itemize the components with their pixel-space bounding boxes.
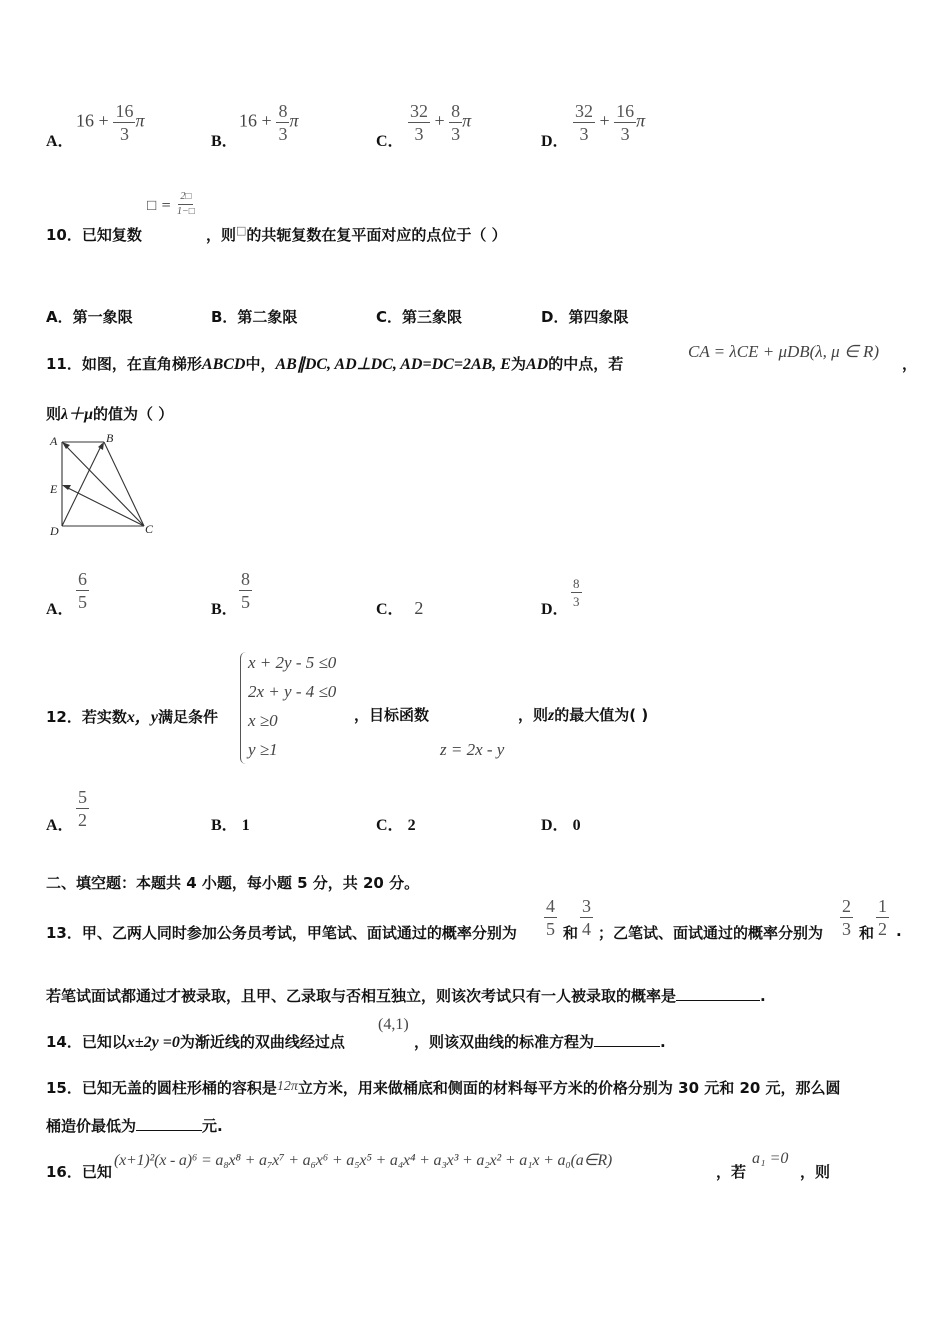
trapezoid-figure [44,430,164,542]
fraction: $\frac{8}{3}$ [573,576,580,609]
system-brace [240,652,247,764]
section-heading: 二、填空题：本题共 4 小题，每小题 5 分，共 20 分。 [46,874,420,892]
pi-symbol: π [289,110,299,131]
label-d: D [50,524,59,538]
vector-ca [64,444,144,526]
stem-text: 桶造价最低为 [46,1117,137,1135]
answer-blank[interactable] [676,986,760,1001]
label-e: E [50,482,58,496]
stem-text: 甲、乙两人同时参加公务员考试，甲笔试、面试通过的概率分别为 [81,924,517,942]
placeholder-box: □ [236,224,247,237]
q13-frac-1: $\frac{4}{5}$ [546,896,555,939]
q10-option-b[interactable]: B．第二象限 [211,308,298,326]
q16-stem-2: ，若 [716,1163,747,1181]
q13-frac-3: $\frac{2}{3}$ [842,896,851,939]
option-label: D． [541,133,569,150]
stem-text: 的最大值为( ) [554,706,649,724]
q10-formula [146,192,197,217]
volume-value: 12π [276,1079,298,1094]
q13-frac-2: $\frac{3}{4}$ [582,896,591,939]
q12-cond-1: x + 2y - 5 ≤0 [248,653,337,672]
q10-option-d[interactable]: D．第四象限 [541,308,629,326]
q13-stem [46,922,517,943]
answer-blank[interactable] [136,1116,202,1131]
stem-text: 元. [202,1117,223,1135]
stem-text: 如图，在直角梯形 [81,355,202,373]
q14-stem-2 [414,1031,666,1052]
arrow-b [98,442,104,450]
option-label: C． [376,601,404,618]
q11-comma: ， [902,355,918,373]
stem-text: 为渐近线的双曲线经过点 [179,1033,345,1051]
option-label: B． [211,601,238,618]
stem-text: 已知无盖的圆柱形桶的容积是 [81,1079,277,1097]
question-number: 12． [46,708,82,726]
stem-text: ，则该双曲线的标准方程为 [414,1033,595,1051]
option-value: 1 [241,817,250,834]
q10-option-c[interactable]: C．第三象限 [376,308,463,326]
q10-stem [46,224,142,245]
segment-bc [104,442,144,526]
stem-text: ，则 [206,226,237,244]
stem-text: 中， [245,355,276,373]
option-label: B． [211,817,238,834]
equation: x±2y =0 [126,1034,180,1051]
q11-option-c[interactable] [376,596,423,619]
q16-stem-3: ，则 [800,1163,831,1181]
question-number: 16． [46,1163,82,1181]
fraction: $\frac{32}{3}$ [575,101,593,144]
q14-stem [46,1031,345,1052]
pi-symbol: π [462,110,472,131]
option-value: 2 [407,817,416,834]
q13-and-1: 和 [563,924,579,942]
q11-line2 [46,401,173,424]
stem-text: ，则 [518,706,549,724]
question-number: 13． [46,924,82,942]
q12-objective: z = 2x - y [440,740,505,759]
answer-blank[interactable] [594,1032,660,1047]
label-c: C [145,522,154,536]
stem-text: 的中点，若 [548,355,624,373]
q15-line2 [46,1115,223,1136]
stem-text: . [760,987,766,1005]
fraction: $\frac{16}{3}$ [115,101,134,144]
option-label: A． [46,133,74,150]
option-label: A． [46,817,74,834]
stem-text: 已知 [81,1163,112,1181]
segment-name: AD [525,356,549,373]
option-label: B． [211,133,238,150]
question-number: 14． [46,1033,82,1051]
q12-option-d[interactable] [541,812,581,835]
variables: x，y [126,709,158,726]
expression: λ＋μ [61,406,94,423]
q12-cond-4: y ≥1 [248,740,278,759]
fraction: $\frac{6}{5}$ [78,569,87,612]
q16-condition: a₁ =0 [752,1150,789,1167]
stem-text: . [660,1033,666,1051]
q16-formula: (x+1)²(x - a)⁶ = a₈x⁸ + a₇x⁷ + a₆x⁶ + a₅x⁵ + a₄x⁴ + a₃x³ + a₂x² + a₁x + a₀(a∈R) [114,1152,613,1169]
stem-text: 的值为（ ） [93,405,174,423]
option-value: 2 [414,598,424,618]
q12-stem-3 [518,704,648,725]
stem-text: 已知复数 [81,226,142,244]
pi-symbol: π [636,110,646,131]
fraction: $\frac{2□}{1-□}$ [177,191,195,217]
option-value: 0 [572,817,581,834]
math-term: 16 + [239,110,272,131]
stem-text: 为 [510,355,526,373]
vector-ce [64,486,144,526]
q10-stem-2 [206,224,507,245]
q12-option-b[interactable] [211,812,250,835]
q10-option-a[interactable]: A．第一象限 [46,308,133,326]
fraction: $\frac{5}{2}$ [78,787,87,830]
option-label: C． [376,817,404,834]
arrow-a [62,442,70,449]
q13-stem-2: ；乙笔试、面试通过的概率分别为 [598,924,824,942]
question-number: 11． [46,355,82,373]
q11-stem [46,353,623,374]
q13-dot: . [896,922,902,940]
stem-text: 的共轭复数在复平面对应的点位于（ ） [246,226,507,244]
math-term: 16 + [76,110,109,131]
figure-name: ABCD [201,356,246,373]
q15-stem [46,1077,841,1098]
stem-text: 若笔试面试都通过才被录取，且甲、乙录取与否相互独立，则该次考试只有一人被录取的概率是 [46,987,677,1005]
fraction: $\frac{8}{3}$ [278,101,288,144]
option-label: A． [46,601,74,618]
question-number: 15． [46,1079,82,1097]
q14-point: (4,1) [378,1016,409,1033]
stem-text: 若实数 [81,708,127,726]
option-label: D． [541,601,569,618]
q12-stem-2: ，目标函数 [354,706,430,724]
q13-and-2: 和 [859,924,875,942]
fraction: $\frac{16}{3}$ [616,101,635,144]
option-label: D． [541,817,569,834]
variable: z [548,707,555,724]
condition-text: AB∥DC, AD⊥DC, AD=DC=2AB, E [275,356,511,373]
q11-formula: CA = λCE + μDB(λ, μ ∈ R) [688,342,880,361]
fraction: $\frac{32}{3}$ [410,101,428,144]
q16-stem [46,1161,112,1182]
stem-text: 满足条件 [158,708,219,726]
stem-text: 已知以 [81,1033,127,1051]
q12-option-c[interactable] [376,812,416,835]
stem-text: 立方米，用来做桶底和侧面的材料每平方米的价格分别为 30 元和 20 元，那么圆 [297,1079,841,1097]
option-label: C． [376,133,404,150]
pi-symbol: π [135,110,145,131]
question-number: 10． [46,226,82,244]
q12-cond-3: x ≥0 [248,711,278,730]
q13-frac-4: $\frac{1}{2}$ [878,896,887,939]
label-b: B [106,431,114,445]
q12-stem [46,704,218,727]
stem-text: 则 [46,405,62,423]
q12-cond-2: 2x + y - 4 ≤0 [248,682,337,701]
fraction: $\frac{8}{5}$ [241,569,250,612]
label-a: A [50,434,58,448]
formula-left: □ = [146,197,172,212]
q13-line2 [46,985,766,1006]
fraction: $\frac{8}{3}$ [451,101,461,144]
